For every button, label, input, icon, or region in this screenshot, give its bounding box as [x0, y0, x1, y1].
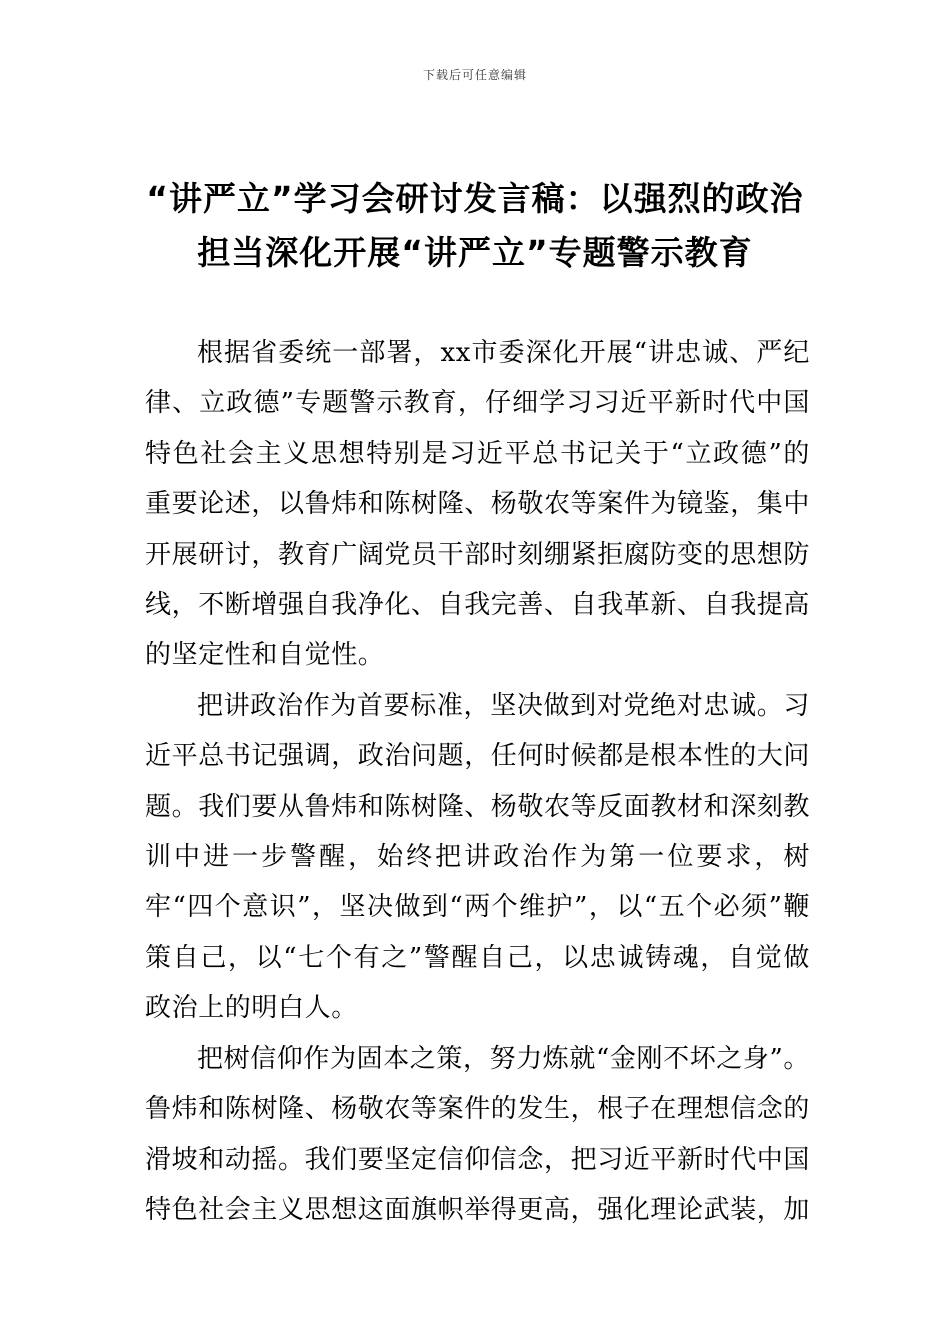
header-note: 下载后可任意编辑 — [422, 68, 527, 82]
document-title: “讲严立”学习会研讨发言稿：以强烈的政治担当深化开展“讲严立”专题警示教育 — [146, 179, 804, 272]
paragraph: 把讲政治作为首要标准，坚决做到对党绝对忠诚。习近平总书记强调，政治问题，任何时候都是根本性的大问题。我们要从鲁炜和陈树隆、杨敬农等反面教材和深刻教训中进一步警醒，始终把讲政治作为第一位要求，树牢“四个意识”，坚决做到“两个维护”，以“五个必须”鞭策自己，以“七个有之”警醒自己，以忠诚铸魂，自觉做政治上的明白人。 — [145, 690, 811, 1024]
paragraph: 根据省委统一部署，xx市委深化开展“讲忠诚、严纪律、立政德”专题警示教育，仔细学习习近平新时代中国特色社会主义思想特别是习近平总书记关于“立政德”的重要论述，以鲁炜和陈树隆、杨敬农等案件为镜鉴，集中开展研讨，教育广阔党员干部时刻绷紧拒腐防变的思想防线，不断增强自我净化、自我完善、自我革新、自我提高的坚定性和自觉性。 — [145, 338, 811, 671]
paragraph: 把树信仰作为固本之策，努力炼就“金刚不坏之身”。鲁炜和陈树隆、杨敬农等案件的发生，根子在理想信念的滑坡和动摇。我们要坚定信仰信念，把习近平新时代中国特色社会主义思想这面旗帜举得更高，强化理论武装，加 — [145, 1043, 811, 1225]
document-body — [145, 328, 810, 1235]
